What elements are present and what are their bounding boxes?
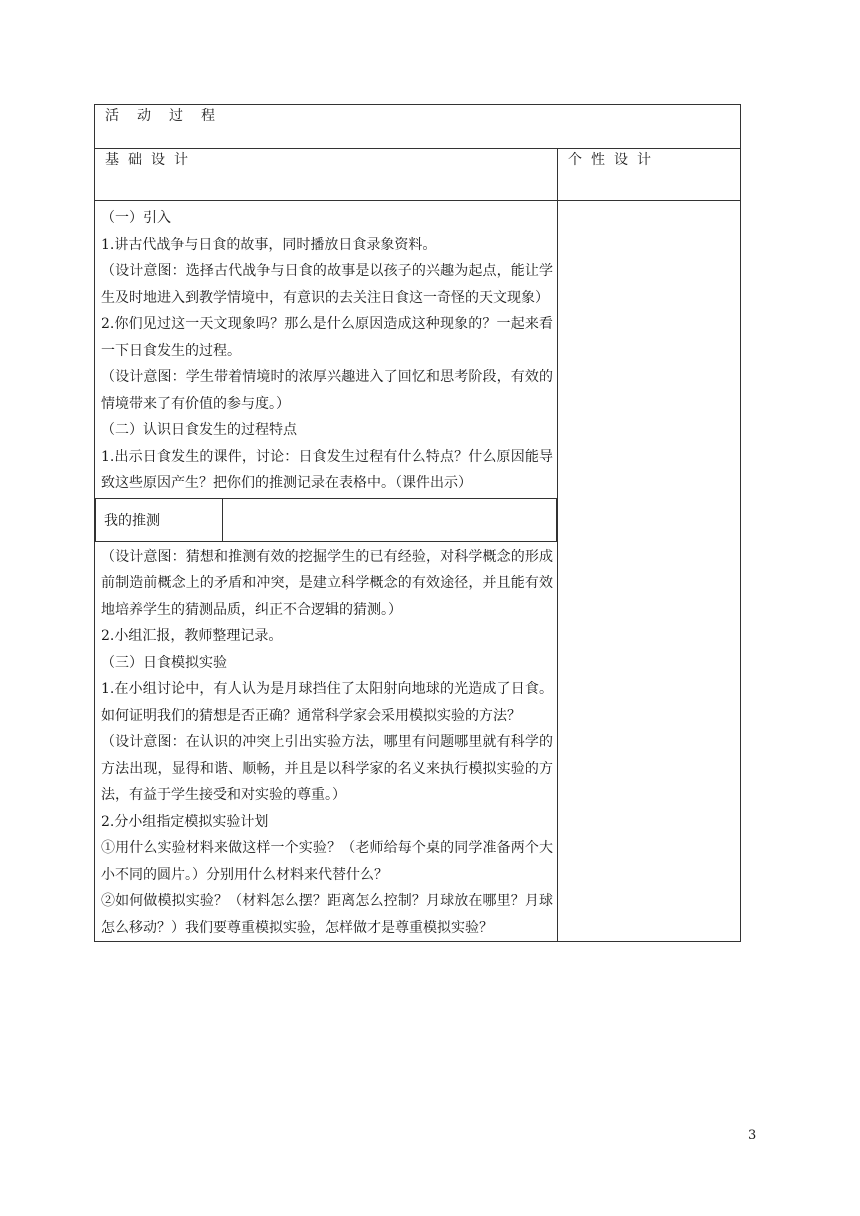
guess-value-cell[interactable] <box>223 498 557 541</box>
section-3-item-1: 1.在小组讨论中，有人认为是月球挡住了太阳射向地球的光造成了日食。如何证明我们的猜想是否正确？通常科学家会采用模拟实验的方法？ <box>101 681 553 724</box>
header-personal-design: 个性设计 <box>568 152 660 168</box>
section-2-item-2: 2.小组汇报，教师整理记录。 <box>101 628 283 644</box>
section-2-item-1: 1.出示日食发生的课件，讨论：日食发生过程有什么特点？什么原因能导致这些原因产生？把你们的推测记录在表格中。（课件出示） <box>101 448 553 491</box>
header-basic-design: 基础设计 <box>105 152 197 168</box>
table-header-row <box>95 149 741 201</box>
content-row <box>95 201 741 942</box>
section-3-heading: （三）日食模拟实验 <box>101 654 227 671</box>
section-1-intent-2: （设计意图：学生带着情境时的浓厚兴趣进入了回忆和思考阶段，有效的情境带来了有价值的参与度。） <box>101 369 553 412</box>
section-3-intent: （设计意图：在认识的冲突上引出实验方法，哪里有问题哪里就有科学的方法出现，显得和谐、顺畅，并且是以科学家的名义来执行模拟实验的方法，有益于学生接受和对实验的尊重。） <box>101 734 553 803</box>
section-1-intent-1: （设计意图：选择古代战争与日食的故事是以孩子的兴趣为起点，能让学生及时地进入到教学情境中，有意识的去关注日食这一奇怪的天文现象） <box>101 263 553 306</box>
guess-label: 我的推测 <box>96 498 223 541</box>
personal-design-content <box>558 201 741 942</box>
section-2-heading: （二）认识日食发生的过程特点 <box>101 422 297 438</box>
table-title: 活动过程 <box>105 108 233 124</box>
guess-table <box>95 498 557 542</box>
table-title-cell <box>95 105 741 149</box>
section-1-item-1: 1.讲古代战争与日食的故事，同时播放日食录象资料。 <box>101 236 437 253</box>
lesson-plan-table <box>94 104 741 942</box>
section-3-item-2: 2.分小组指定模拟实验计划 <box>101 813 269 830</box>
header-basic-cell <box>95 149 558 201</box>
table-title-row <box>95 105 741 149</box>
header-personal-cell <box>558 149 741 201</box>
section-2-intent: （设计意图：猜想和推测有效的挖掘学生的已有经验，对科学概念的形成前制造前概念上的矛盾和冲突，是建立科学概念的有效途径，并且能有效地培养学生的猜测品质，纠正不合逻辑的猜测。） <box>101 548 553 618</box>
section-3-question-1: ①用什么实验材料来做这样一个实验？（老师给每个桌的同学准备两个大小不同的圆片。）分别用什么材料来代替什么？ <box>101 840 553 883</box>
basic-design-content <box>95 201 558 942</box>
section-1-heading: （一）引入 <box>101 210 171 226</box>
section-3-question-2: ②如何做模拟实验？（材料怎么摆？距离怎么控制？月球放在哪里？月球怎么移动？）我们要尊重模拟实验，怎样做才是尊重模拟实验？ <box>101 893 553 936</box>
section-1-item-2: 2.你们见过这一天文现象吗？那么是什么原因造成这种现象的？一起来看一下日食发生的过程。 <box>101 316 553 359</box>
page-number: 3 <box>748 1128 757 1143</box>
